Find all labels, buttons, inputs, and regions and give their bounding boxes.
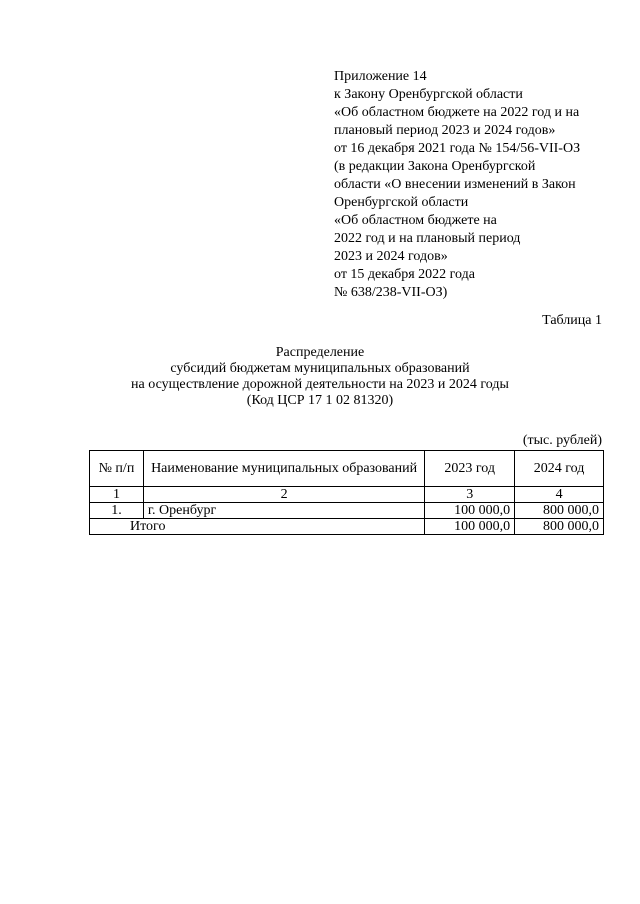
title-line: Распределение	[275, 345, 365, 360]
header-2023: 2023 год	[425, 451, 515, 487]
appendix-line: от 16 декабря 2021 года № 154/56-VII-ОЗ	[334, 141, 581, 156]
table-header-row	[90, 451, 604, 487]
header-name: Наименование муниципальных образований	[143, 451, 424, 487]
appendix-line: к Закону Оренбургской области	[334, 87, 523, 102]
appendix-line: Оренбургской области	[334, 195, 469, 210]
row-2023-value: 100 000,0	[425, 503, 515, 519]
column-number: 2	[143, 487, 424, 503]
subsidy-table	[89, 450, 604, 535]
title-line: субсидий бюджетам муниципальных образований	[170, 361, 470, 376]
appendix-line: от 15 декабря 2022 года	[334, 267, 475, 282]
column-number-row	[90, 487, 604, 503]
appendix-line: 2022 год и на плановый период	[334, 231, 521, 246]
appendix-line: области «О внесении изменений в Закон	[334, 177, 576, 192]
appendix-header	[334, 68, 634, 302]
units-label: (тыс. рублей)	[522, 433, 602, 448]
total-2023-value: 100 000,0	[425, 519, 515, 535]
row-municipality: г. Оренбург	[143, 503, 424, 519]
total-row	[90, 519, 604, 535]
header-number: № п/п	[90, 451, 144, 487]
header-2024: 2024 год	[515, 451, 604, 487]
table-label: Таблица 1	[542, 313, 602, 328]
appendix-line: Приложение 14	[334, 69, 427, 84]
column-number: 1	[90, 487, 144, 503]
appendix-line: плановый период 2023 и 2024 годов»	[334, 123, 556, 138]
appendix-line: (в редакции Закона Оренбургской	[334, 159, 536, 174]
column-number: 3	[425, 487, 515, 503]
document-title	[40, 345, 600, 409]
total-2024-value: 800 000,0	[515, 519, 604, 535]
total-label: Итого	[90, 519, 425, 535]
title-line: (Код ЦСР 17 1 02 81320)	[246, 393, 394, 408]
row-2024-value: 800 000,0	[515, 503, 604, 519]
appendix-line: «Об областном бюджете на 2022 год и на	[334, 105, 580, 120]
row-number: 1.	[90, 503, 144, 519]
table-row	[90, 503, 604, 519]
title-line: на осуществление дорожной деятельности на 2023 и 2024 годы	[131, 377, 509, 392]
appendix-line: «Об областном бюджете на	[334, 213, 497, 228]
appendix-line: 2023 и 2024 годов»	[334, 249, 448, 264]
column-number: 4	[515, 487, 604, 503]
appendix-line: № 638/238-VII-ОЗ)	[334, 285, 448, 300]
